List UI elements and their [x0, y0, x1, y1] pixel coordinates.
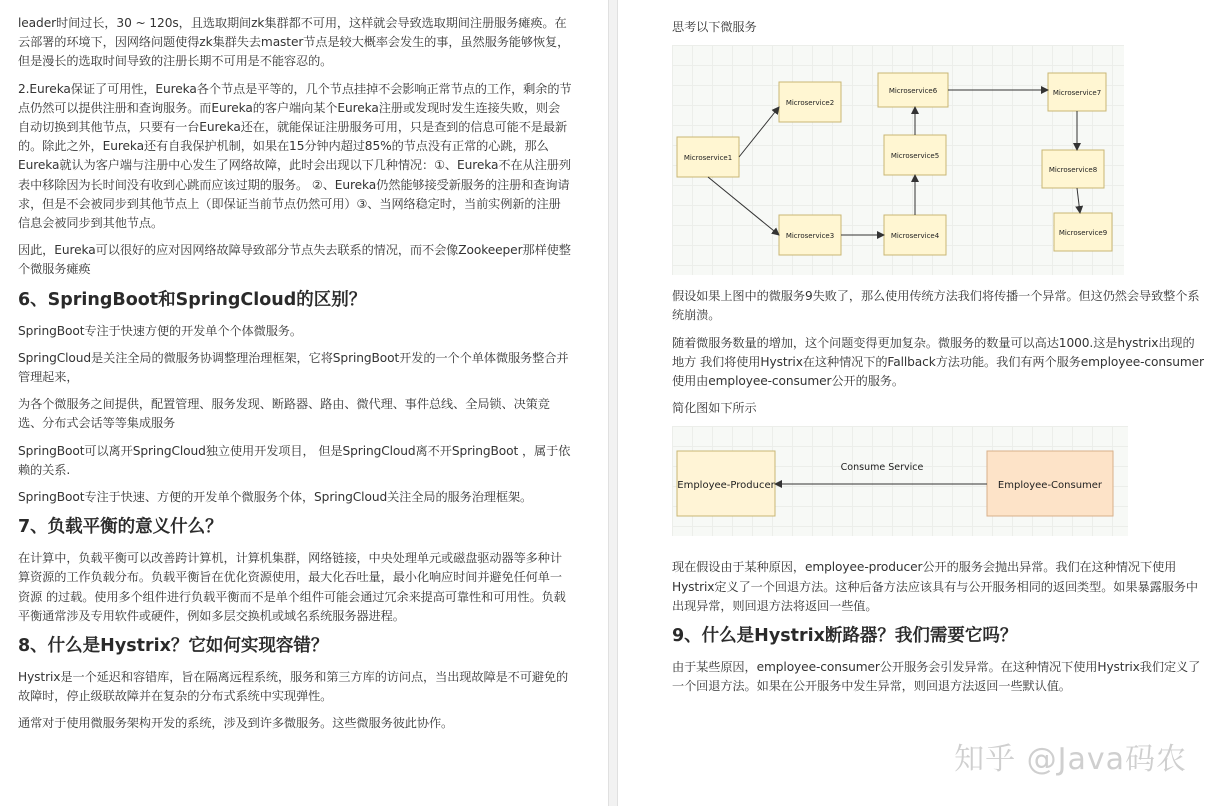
paragraph: 假设如果上图中的微服务9失败了，那么使用传统方法我们将传播一个异常。但这仍然会导致整个系统崩溃。 [672, 289, 1200, 323]
microservice1-label: Microservice1 [683, 154, 733, 163]
microservice7-label: Microservice7 [1052, 89, 1102, 98]
section-heading: 7、负载平衡的意义什么？ [18, 517, 223, 538]
paragraph: 2.Eureka保证了可用性，Eureka各个节点是平等的，几个节点挂掉不会影响正常节点的工作，剩余的节点仍然可以提供注册和查询服务。而Eureka的客户端向某个Eureka注册或发现时发生连接失败，则会自动切换到其他节点，只要有一台Eureka还在，就能保证注册服务可用，只是查到的信息可能不是最新的。除此之外，Eureka还有自我保护机制，如果在15分钟内超过85%的节点没有正常的心跳，那么Eureka就认为客户端与注册中心发生了网络故障，此时会出现以下几种情况：①、Eureka不在从注册列表中移除因为长时间没有收到心跳而应该过期的服务。 ②、Eureka仍然能够接受新服务的注册和查询请求，但是不会被同步到其他节点上（即保证当前节点仍然可用）③、当网络稳定时，当前实例新的注册信息会被同步到其他节点。 [18, 81, 572, 231]
paragraph: 现在假设由于某种原因，employee-producer公开的服务会抛出异常。我们在这种情况下使用Hystrix定义了一个回退方法。这种后备方法应该具有与公开服务相同的返回类型。如果暴露服务中出现异常，则回退方法将返回一些值。 [672, 560, 1198, 613]
microservice-diagram-svg [672, 45, 1124, 275]
paragraph: Hystrix是一个延迟和容错库，旨在隔离远程系统，服务和第三方库的访问点，当出现故障是不可避免的故障时，停止级联故障并在复杂的分布式系统中实现弹性。 [18, 670, 569, 704]
edge-8-9 [1077, 188, 1080, 213]
paragraph: 由于某些原因，employee-consumer公开服务会引发异常。在这种情况下使用Hystrix我们定义了一个回退方法。如果在公开服务中发生异常，则回退方法返回一些默认值。 [672, 660, 1201, 694]
paragraph: SpringCloud是关注全局的微服务协调整理治理框架，它将SpringBoot开发的一个个单体微服务整合并管理起来， [18, 350, 569, 385]
microservice6-label: Microservice6 [888, 87, 938, 96]
consume-service-label: Consume Service [840, 462, 924, 474]
left-page [0, 0, 600, 806]
section-heading: 8、什么是Hystrix？它如何实现容错？ [18, 636, 329, 657]
simplified-diagram-svg [672, 426, 1128, 536]
right-page [617, 0, 1217, 806]
microservice8-label: Microservice8 [1048, 166, 1098, 175]
section-heading: 6、SpringBoot和SpringCloud的区别？ [18, 289, 367, 310]
microservice2-label: Microservice2 [785, 99, 835, 108]
microservice5-label: Microservice5 [890, 152, 940, 161]
microservice4-label: Microservice4 [890, 232, 940, 241]
simplified-diagram [672, 426, 1128, 536]
edge-1-3 [708, 177, 779, 235]
microservice3-label: Microservice3 [785, 232, 835, 241]
paragraph: SpringBoot可以离开SpringCloud独立使用开发项目， 但是SpringCloud离不开SpringBoot ，属于依赖的关系. [18, 443, 571, 477]
paragraph: 为各个微服务之间提供，配置管理、服务发现、断路器、路由、微代理、事件总线、全局锁、决策竞选、分布式会话等等集成服务 [18, 397, 550, 431]
paragraph: 简化图如下所示 [672, 401, 757, 416]
paragraph: 思考以下微服务 [672, 20, 757, 34]
employee-producer-label: Employee-Producer [677, 480, 775, 492]
section-heading: 9、什么是Hystrix断路器？我们需要它吗？ [672, 626, 1018, 647]
edge-1-2 [739, 107, 779, 157]
paragraph: leader时间过长，30 ~ 120s，且选取期间zk集群都不可用，这样就会导致选取期间注册服务瘫痪。在云部署的环境下，因网络问题使得zk集群失去master节点是较大概率会发生的事，虽然服务能够恢复，但是漫长的选取时间导致的注册长期不可用是不能容忍的。 [18, 16, 570, 69]
employee-consumer-label: Employee-Consumer [997, 480, 1103, 492]
paragraph: 因此，Eureka可以很好的应对因网络故障导致部分节点失去联系的情况，而不会像Zookeeper那样使整个微服务瘫痪 [18, 243, 571, 277]
paragraph: 随着微服务数量的增加，这个问题变得更加复杂。微服务的数量可以高达1000.这是hystrix出现的地方 我们将使用Hystrix在这种情况下的Fallback方法功能。我们有两个服务employee-consumer使用由employee-consumer公开的服务。 [672, 335, 1204, 389]
microservice9-label: Microservice9 [1058, 229, 1108, 238]
paragraph: 在计算中，负载平衡可以改善跨计算机，计算机集群，网络链接，中央处理单元或磁盘驱动器等多种计算资源的工作负载分布。负载平衡旨在优化资源使用，最大化吞吐量，最小化响应时间并避免任何单一资源 的过载。使用多个组件进行负载平衡而不是单个组件可能会通过冗余来提高可靠性和可用性。负载平衡通常涉及专用软件或硬件，例如多层交换机或域名系统服务器进程。 [18, 551, 566, 623]
paragraph: SpringBoot专注于快速、方便的开发单个微服务个体，SpringCloud关注全局的服务治理框架。 [18, 490, 533, 505]
paragraph: 通常对于使用微服务架构开发的系统，涉及到许多微服务。这些微服务彼此协作。 [18, 716, 454, 731]
microservice-diagram [672, 45, 1124, 275]
paragraph: SpringBoot专注于快速方便的开发单个个体微服务。 [18, 323, 302, 338]
watermark: 知乎 @Java码农 [954, 742, 1187, 777]
